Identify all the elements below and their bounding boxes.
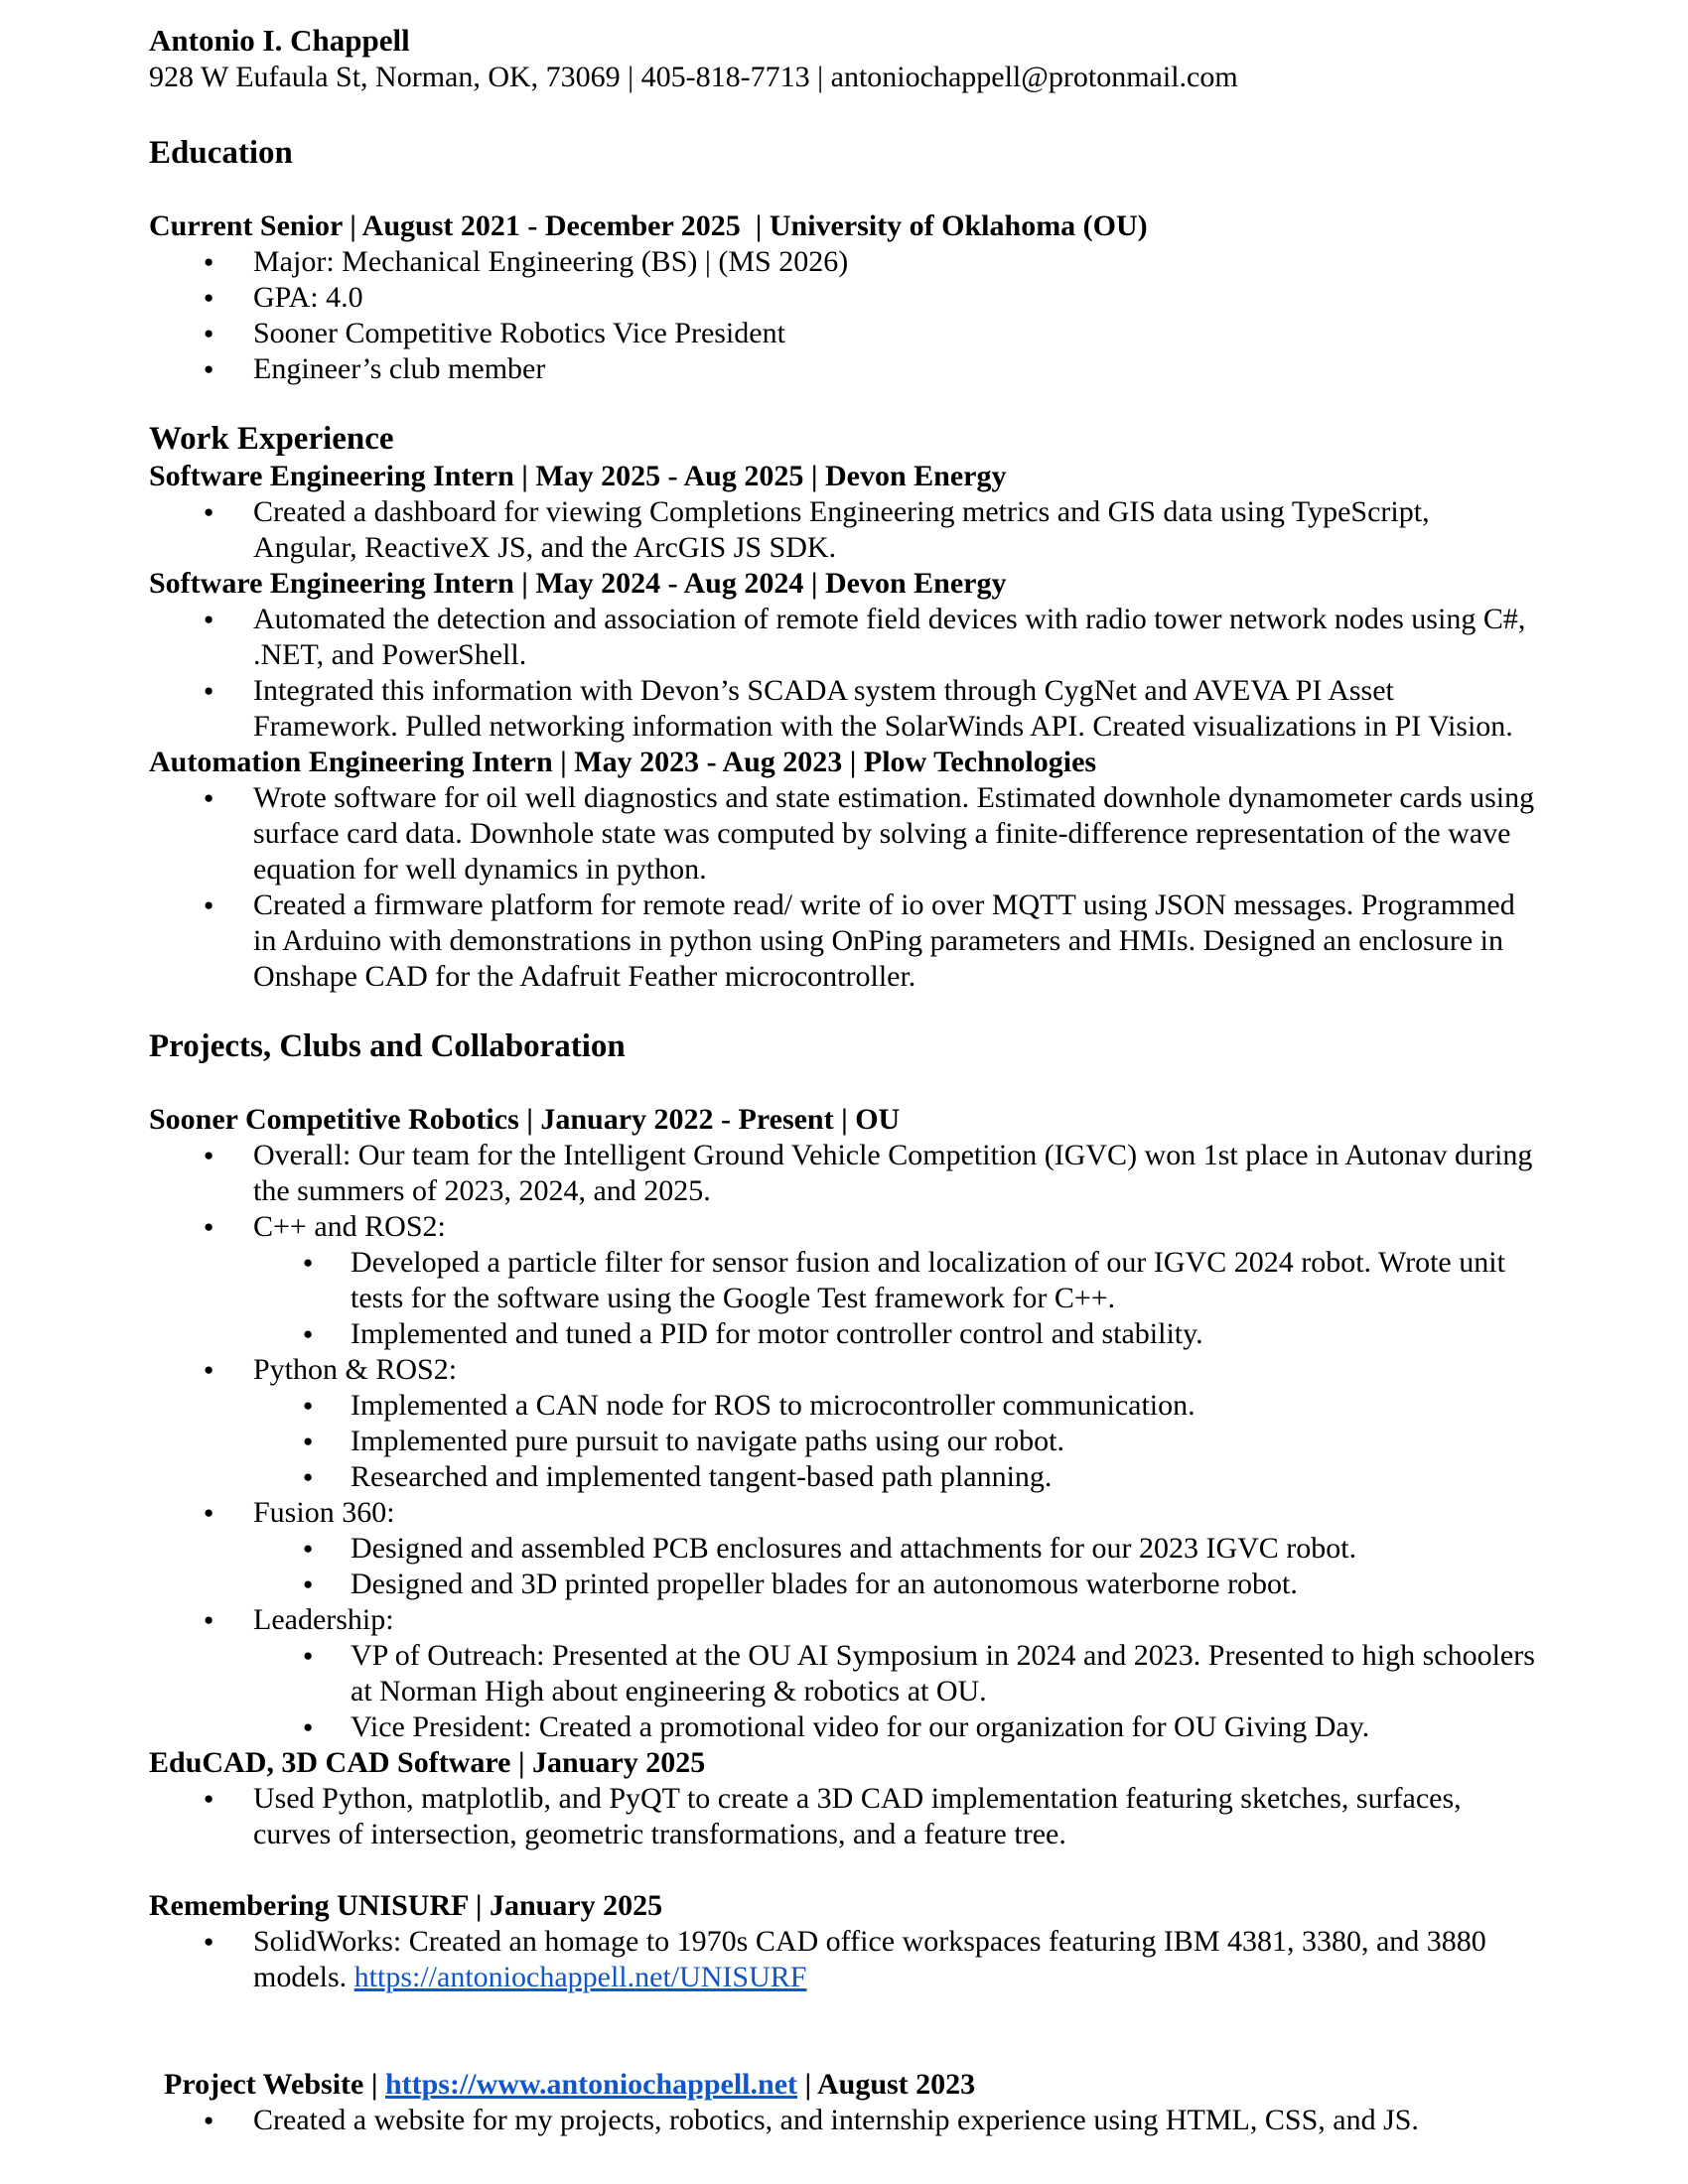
- project-title: [149, 2031, 1539, 2103]
- project-title: Sooner Competitive Robotics | January 2022 - Present | OU: [149, 1103, 901, 1136]
- project-bullet: ● Used Python, matplotlib, and PyQT to create a 3D CAD implementation featuring sketches, surfaces, curves of intersection, geometric transformations, and a feature tree.: [149, 1781, 1539, 1852]
- job-bullet: ● Wrote software for oil well diagnostics and state estimation. Estimated downhole dynamometer cards using surface card data. Downhole state was computed by solving a finite-difference representation of the wave equation for well dynamics in python.: [149, 780, 1539, 887]
- job-bullet-list: [149, 602, 1539, 745]
- job-title: Software Engineering Intern | May 2025 - Aug 2025 | Devon Energy: [149, 460, 1007, 492]
- spacer: [149, 1995, 1539, 2031]
- job-bullet-list: [149, 494, 1539, 566]
- project-sub-bullet: ● Implemented a CAN node for ROS to microcontroller communication.: [253, 1388, 1539, 1424]
- education-bullet: ● Sooner Competitive Robotics Vice President: [149, 316, 1539, 351]
- project-sub-bullet: ● Designed and 3D printed propeller blades for an autonomous waterborne robot.: [253, 1567, 1539, 1602]
- project-bullet-list: [149, 1781, 1539, 1852]
- project-sub-bullet-list: [253, 1531, 1539, 1602]
- project-bullet: ● Created a website for my projects, robotics, and internship experience using HTML, CSS, and JS.: [149, 2103, 1539, 2138]
- job-title: Software Engineering Intern | May 2024 - Aug 2024 | Devon Energy: [149, 567, 1007, 600]
- education-bullet: ● GPA: 4.0: [149, 280, 1539, 316]
- project-sub-bullet: ● VP of Outreach: Presented at the OU AI Symposium in 2024 and 2023. Presented to high schoolers at Norman High about engineering & robotics at OU.: [253, 1638, 1539, 1709]
- section-heading-education: Education: [149, 135, 293, 171]
- project-sub-bullet-list: [253, 1388, 1539, 1495]
- project-bullet: [149, 1924, 1539, 1995]
- project-title-text: Project Website |: [164, 2068, 385, 2101]
- education-bullet: ● Major: Mechanical Engineering (BS) | (MS 2026): [149, 244, 1539, 280]
- project-sub-bullet: ● Researched and implemented tangent-based path planning.: [253, 1459, 1539, 1495]
- person-name: Antonio I. Chappell: [149, 23, 410, 58]
- project-bullet-text: Python & ROS2:: [253, 1353, 458, 1386]
- project-sub-bullet: ● Vice President: Created a promotional video for our organization for OU Giving Day.: [253, 1709, 1539, 1745]
- job-bullet: ● Created a firmware platform for remote read/ write of io over MQTT using JSON messages. Programmed in Arduino with demonstrations in python using OnPing parameters and HMIs. Designed an enclosure in Onshape CAD for the Adafruit Feather microcontroller.: [149, 887, 1539, 995]
- spacer: [149, 173, 1539, 208]
- project-sub-bullet-list: [253, 1638, 1539, 1745]
- project-sub-bullet: ● Designed and assembled PCB enclosures and attachments for our 2023 IGVC robot.: [253, 1531, 1539, 1567]
- spacer: [149, 1852, 1539, 1888]
- project-bullet: [149, 1138, 1539, 1209]
- project-title-text: | August 2023: [797, 2068, 976, 2101]
- unisurf-link[interactable]: https://antoniochappell.net/UNISURF: [353, 1961, 807, 1993]
- project-bullet-text: Leadership:: [253, 1603, 394, 1636]
- project-bullet-text: SolidWorks: Created an homage to 1970s CAD office workspaces featuring IBM 4381, 3380, and 3880 models.: [253, 1925, 1486, 1993]
- project-bullet: [149, 1352, 1539, 1495]
- project-bullet-text: C++ and ROS2:: [253, 1210, 446, 1243]
- website-link[interactable]: https://www.antoniochappell.net: [384, 2068, 798, 2101]
- project-bullet: [149, 1495, 1539, 1602]
- project-bullet-text: Overall: Our team for the Intelligent Ground Vehicle Competition (IGVC) won 1st place in Autonav during the summers of 2023, 2024, and 2025.: [253, 1139, 1533, 1207]
- education-bullet-list: [149, 244, 1539, 387]
- contact-info: 928 W Eufaula St, Norman, OK, 73069 | 405-818-7713 | antoniochappell@protonmail.com: [149, 61, 1238, 93]
- spacer: [149, 1066, 1539, 1102]
- job-title: Automation Engineering Intern | May 2023 - Aug 2023 | Plow Technologies: [149, 746, 1097, 778]
- section-heading-work-experience: Work Experience: [149, 421, 394, 457]
- project-sub-bullet: ● Implemented and tuned a PID for motor controller control and stability.: [253, 1316, 1539, 1352]
- project-sub-bullet-list: [253, 1245, 1539, 1352]
- education-degree-line: Current Senior | August 2021 - December 2025 | University of Oklahoma (OU): [149, 209, 1148, 242]
- project-title: Remembering UNISURF | January 2025: [149, 1889, 663, 1922]
- job-bullet: ● Automated the detection and association of remote field devices with radio tower network nodes using C#, .NET, and PowerShell.: [149, 602, 1539, 673]
- project-bullet-text: Fusion 360:: [253, 1496, 395, 1529]
- project-bullet-list: [149, 1924, 1539, 1995]
- project-bullet: [149, 1209, 1539, 1352]
- education-bullet: ● Engineer’s club member: [149, 351, 1539, 387]
- project-bullet-list: [149, 2103, 1539, 2138]
- project-bullet: [149, 1602, 1539, 1745]
- section-heading-projects: Projects, Clubs and Collaboration: [149, 1028, 626, 1064]
- project-title: EduCAD, 3D CAD Software | January 2025: [149, 1746, 706, 1779]
- project-sub-bullet: ● Developed a particle filter for sensor fusion and localization of our IGVC 2024 robot. Wrote unit tests for the software using the Google Test framework for C++.: [253, 1245, 1539, 1316]
- job-bullet-list: [149, 780, 1539, 995]
- job-bullet: ● Integrated this information with Devon’s SCADA system through CygNet and AVEVA PI Asset Framework. Pulled networking information with the SolarWinds API. Created visualizations in PI Vision.: [149, 673, 1539, 745]
- job-bullet: ● Created a dashboard for viewing Completions Engineering metrics and GIS data using TypeScript, Angular, ReactiveX JS, and the ArcGIS JS SDK.: [149, 494, 1539, 566]
- project-sub-bullet: ● Implemented pure pursuit to navigate paths using our robot.: [253, 1424, 1539, 1459]
- project-bullet-list: [149, 1138, 1539, 1745]
